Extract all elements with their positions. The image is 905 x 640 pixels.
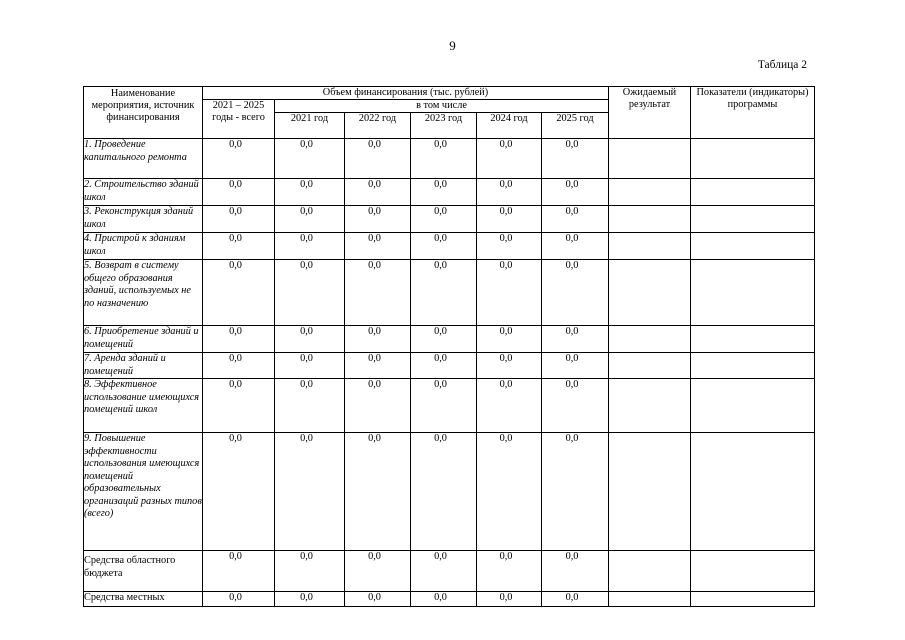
indicator-cell — [691, 233, 815, 260]
value-2022: 0,0 — [345, 592, 411, 607]
value-2022: 0,0 — [345, 353, 411, 379]
value-2021: 0,0 — [275, 592, 345, 607]
table-row — [84, 233, 815, 260]
value-2025: 0,0 — [542, 592, 609, 607]
value-2024: 0,0 — [477, 592, 542, 607]
header-indicators: Показатели (индикаторы) программы — [691, 87, 815, 139]
header-year-2022: 2022 год — [345, 113, 411, 139]
table-row — [84, 260, 815, 326]
value-total: 0,0 — [203, 353, 275, 379]
table-row — [84, 379, 815, 433]
table-row — [84, 353, 815, 379]
header-year-2023: 2023 год — [411, 113, 477, 139]
value-2021: 0,0 — [275, 206, 345, 233]
indicator-cell — [691, 551, 815, 592]
row-name: 2. Строительство зданий школ — [84, 179, 203, 206]
value-2023: 0,0 — [411, 260, 477, 326]
header-year-2025: 2025 год — [542, 113, 609, 139]
indicator-cell — [691, 353, 815, 379]
expected-result-cell — [609, 139, 691, 179]
value-total: 0,0 — [203, 326, 275, 353]
value-2023: 0,0 — [411, 433, 477, 551]
value-2021: 0,0 — [275, 379, 345, 433]
table-row — [84, 592, 815, 607]
value-2022: 0,0 — [345, 326, 411, 353]
value-2024: 0,0 — [477, 433, 542, 551]
table-row — [84, 179, 815, 206]
value-2025: 0,0 — [542, 353, 609, 379]
value-2023: 0,0 — [411, 179, 477, 206]
value-2024: 0,0 — [477, 326, 542, 353]
table-row — [84, 551, 815, 592]
value-total: 0,0 — [203, 433, 275, 551]
value-2024: 0,0 — [477, 379, 542, 433]
value-2023: 0,0 — [411, 326, 477, 353]
value-2023: 0,0 — [411, 379, 477, 433]
indicator-cell — [691, 206, 815, 233]
value-2024: 0,0 — [477, 233, 542, 260]
indicator-cell — [691, 379, 815, 433]
header-year-2021: 2021 год — [275, 113, 345, 139]
value-2022: 0,0 — [345, 179, 411, 206]
row-name: 7. Аренда зданий и помещений — [84, 353, 203, 379]
value-2021: 0,0 — [275, 353, 345, 379]
value-2021: 0,0 — [275, 139, 345, 179]
expected-result-cell — [609, 179, 691, 206]
table-row — [84, 433, 815, 551]
header-total: 2021 – 2025 годы - всего — [203, 100, 275, 139]
expected-result-cell — [609, 233, 691, 260]
row-name: Средства местных — [84, 592, 203, 607]
table-row — [84, 139, 815, 179]
header-including: в том числе — [275, 100, 609, 113]
expected-result-cell — [609, 353, 691, 379]
indicator-cell — [691, 139, 815, 179]
value-total: 0,0 — [203, 260, 275, 326]
value-total: 0,0 — [203, 139, 275, 179]
value-2022: 0,0 — [345, 139, 411, 179]
value-2021: 0,0 — [275, 433, 345, 551]
value-2024: 0,0 — [477, 353, 542, 379]
row-name: 6. Приобретение зданий и помещений — [84, 326, 203, 353]
value-2021: 0,0 — [275, 233, 345, 260]
value-total: 0,0 — [203, 179, 275, 206]
row-name: 9. Повышение эффективности использования имеющихся помещений образовательных организаций разных типов (всего) — [84, 433, 203, 551]
table-label: Таблица 2 — [757, 59, 807, 71]
value-2024: 0,0 — [477, 139, 542, 179]
value-2025: 0,0 — [542, 206, 609, 233]
value-2025: 0,0 — [542, 551, 609, 592]
indicator-cell — [691, 179, 815, 206]
value-2024: 0,0 — [477, 260, 542, 326]
value-2021: 0,0 — [275, 260, 345, 326]
row-name: 1. Проведение капитального ремонта — [84, 139, 203, 179]
expected-result-cell — [609, 326, 691, 353]
value-2022: 0,0 — [345, 260, 411, 326]
header-name: Наименование мероприятия, источник финансирования — [84, 87, 203, 139]
indicator-cell — [691, 326, 815, 353]
header-funding: Объем финансирования (тыс. рублей) — [203, 87, 609, 100]
expected-result-cell — [609, 592, 691, 607]
value-2023: 0,0 — [411, 353, 477, 379]
value-2025: 0,0 — [542, 326, 609, 353]
expected-result-cell — [609, 206, 691, 233]
expected-result-cell — [609, 260, 691, 326]
table-row — [84, 206, 815, 233]
value-2024: 0,0 — [477, 551, 542, 592]
funding-table — [83, 86, 815, 607]
value-2021: 0,0 — [275, 326, 345, 353]
value-total: 0,0 — [203, 592, 275, 607]
page-number: 9 — [449, 38, 456, 53]
row-name: Средства областного бюджета — [84, 551, 203, 592]
indicator-cell — [691, 592, 815, 607]
value-2025: 0,0 — [542, 139, 609, 179]
value-2022: 0,0 — [345, 233, 411, 260]
value-total: 0,0 — [203, 379, 275, 433]
value-2022: 0,0 — [345, 379, 411, 433]
row-name: 3. Реконструкция зданий школ — [84, 206, 203, 233]
value-2025: 0,0 — [542, 179, 609, 206]
value-2025: 0,0 — [542, 433, 609, 551]
value-2022: 0,0 — [345, 551, 411, 592]
value-total: 0,0 — [203, 206, 275, 233]
value-2023: 0,0 — [411, 551, 477, 592]
value-2022: 0,0 — [345, 433, 411, 551]
value-2023: 0,0 — [411, 592, 477, 607]
header-expected-result: Ожидаемый результат — [609, 87, 691, 139]
value-2024: 0,0 — [477, 206, 542, 233]
value-2025: 0,0 — [542, 379, 609, 433]
value-2025: 0,0 — [542, 260, 609, 326]
indicator-cell — [691, 260, 815, 326]
indicator-cell — [691, 433, 815, 551]
value-2023: 0,0 — [411, 139, 477, 179]
row-name: 5. Возврат в систему общего образования зданий, используемых не по назначению — [84, 260, 203, 326]
value-total: 0,0 — [203, 233, 275, 260]
value-2021: 0,0 — [275, 551, 345, 592]
value-2022: 0,0 — [345, 206, 411, 233]
table-row — [84, 326, 815, 353]
expected-result-cell — [609, 551, 691, 592]
value-total: 0,0 — [203, 551, 275, 592]
value-2023: 0,0 — [411, 206, 477, 233]
row-name: 4. Пристрой к зданиям школ — [84, 233, 203, 260]
expected-result-cell — [609, 379, 691, 433]
value-2025: 0,0 — [542, 233, 609, 260]
row-name: 8. Эффективное использование имеющихся помещений школ — [84, 379, 203, 433]
value-2024: 0,0 — [477, 179, 542, 206]
expected-result-cell — [609, 433, 691, 551]
value-2021: 0,0 — [275, 179, 345, 206]
header-year-2024: 2024 год — [477, 113, 542, 139]
value-2023: 0,0 — [411, 233, 477, 260]
